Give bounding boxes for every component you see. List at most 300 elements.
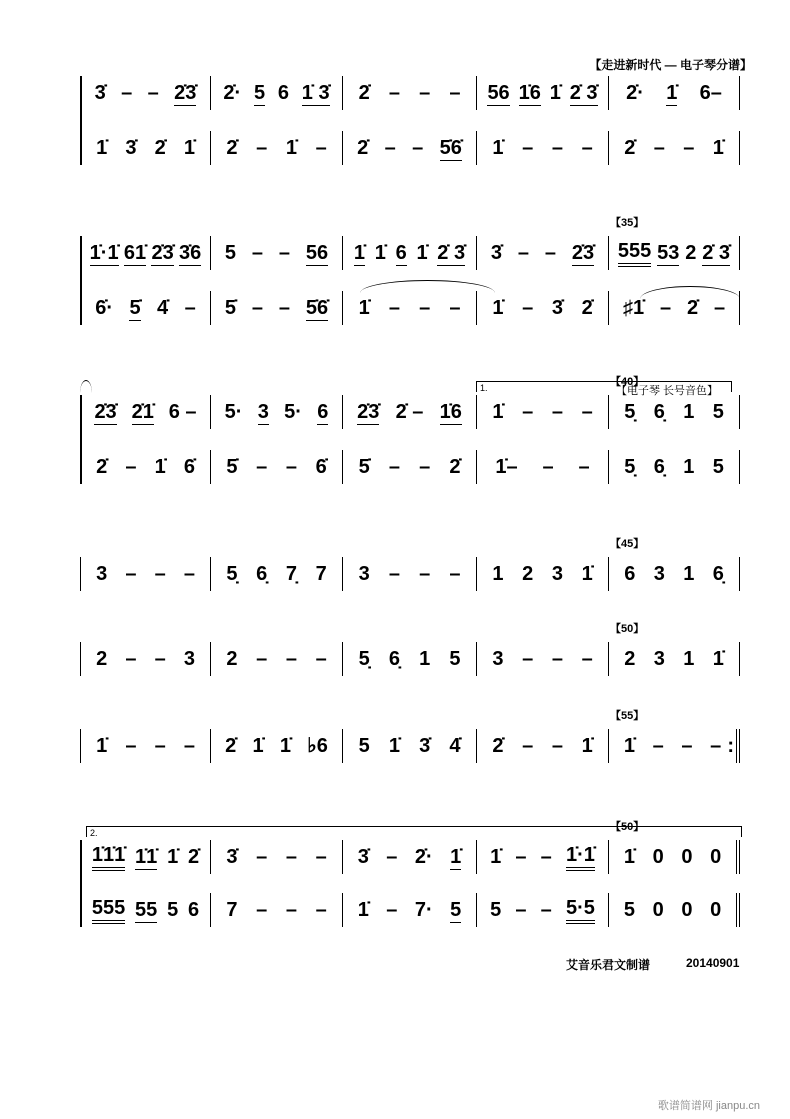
note: 2̇·: [223, 82, 242, 104]
note: –: [653, 137, 665, 159]
note: 2̇: [225, 735, 237, 757]
note: –: [315, 648, 327, 670]
note: 1̇: [581, 735, 593, 757]
volta-number: 1.: [480, 383, 488, 393]
note: 1: [683, 563, 695, 585]
note: 5: [450, 898, 462, 921]
rehearsal-mark: 【35】: [610, 217, 645, 229]
note: 5: [449, 648, 461, 670]
note: –: [515, 899, 527, 921]
measure: [342, 840, 476, 874]
measure: [476, 450, 608, 484]
note: 5·: [224, 401, 243, 423]
note: –: [285, 846, 297, 868]
note: –: [125, 735, 137, 757]
measure: [608, 729, 740, 763]
measure: [476, 131, 608, 165]
note: 0: [681, 899, 693, 921]
note: –: [578, 456, 590, 478]
note: 2̇3̇: [357, 400, 380, 423]
measure: [210, 642, 342, 676]
measure: [80, 291, 210, 325]
note: 3: [551, 563, 563, 585]
note: 2̇·: [626, 82, 644, 104]
note: –: [125, 563, 137, 585]
note: –: [515, 846, 527, 868]
note: 5: [623, 899, 635, 921]
measure: [342, 893, 476, 927]
measure: [210, 840, 342, 874]
rehearsal-mark: 【40】: [610, 376, 645, 388]
note: 1̇: [252, 735, 264, 757]
note: –: [256, 899, 268, 921]
author-credit: 艾音乐君文制谱: [566, 958, 651, 972]
note: 1̇: [490, 846, 502, 868]
note: 1̇: [358, 297, 370, 319]
note: –: [285, 648, 297, 670]
note: –: [449, 82, 461, 104]
note: –: [386, 846, 398, 868]
note: 2̇: [624, 137, 636, 159]
slur: [360, 280, 495, 293]
note: 1̇ 3̇: [301, 81, 330, 104]
note: 2̇3̇: [94, 400, 117, 423]
staff-row: [80, 236, 740, 270]
note: 6: [317, 400, 329, 423]
note: ♯1̇: [622, 297, 645, 319]
note: 1̇–: [495, 456, 518, 478]
note: 2̇·: [414, 846, 433, 868]
note: 6̣: [653, 456, 665, 478]
note: –: [449, 563, 461, 585]
measure: [476, 395, 608, 429]
note: –: [683, 137, 695, 159]
note: –: [154, 735, 166, 757]
note: 1: [683, 456, 695, 478]
staff-row: [80, 642, 740, 676]
note: –: [419, 456, 431, 478]
note: –: [581, 401, 593, 423]
note: 3: [96, 563, 108, 585]
note: –: [551, 401, 563, 423]
note: 2̇: [581, 297, 593, 319]
note: 2̇: [492, 735, 504, 757]
note: –: [251, 242, 264, 264]
note: 7̣: [285, 563, 297, 585]
note: 6̣: [388, 648, 400, 670]
system-bracket: [80, 840, 82, 927]
note: 5̇: [224, 297, 237, 319]
note: 3̇: [125, 137, 137, 159]
note: –: [183, 735, 195, 757]
note: 2̇ 3̇: [569, 81, 598, 104]
note: 1̇: [353, 241, 365, 264]
note: –: [551, 735, 563, 757]
measure: [476, 729, 608, 763]
measure: [210, 76, 342, 110]
note: –: [121, 82, 133, 104]
note: 5·5: [566, 896, 595, 924]
note: 1̇: [96, 137, 108, 159]
note: 3: [358, 563, 370, 585]
note: 5̣: [624, 401, 636, 423]
measure: [476, 236, 608, 270]
measure: [608, 642, 740, 676]
measure: [476, 76, 608, 110]
note: 0: [710, 899, 722, 921]
measure: [342, 557, 476, 591]
note: –: [419, 563, 431, 585]
measure: [342, 642, 476, 676]
measure: [210, 236, 342, 270]
note: 2: [624, 648, 636, 670]
note: –: [125, 456, 137, 478]
staff-row: [80, 395, 740, 429]
watermark: 歌谱简谱网 jianpu.cn: [657, 1100, 760, 1112]
note: 1: [683, 648, 695, 670]
measure: [210, 557, 342, 591]
note: –: [388, 297, 400, 319]
note: 3: [653, 563, 665, 585]
note: 3̇: [357, 846, 369, 868]
note: 0: [652, 846, 664, 868]
measure: [342, 76, 476, 110]
note: 2̇: [449, 456, 461, 478]
note: –: [256, 648, 268, 670]
note: 3̇: [226, 846, 238, 868]
measure: [210, 893, 342, 927]
note: –: [681, 735, 693, 757]
note: 6 –: [168, 401, 197, 423]
note: –: [278, 297, 290, 319]
note: 1̇·1̇: [566, 843, 595, 871]
note: 4̇: [157, 297, 169, 319]
note: 2: [226, 648, 238, 670]
measure: [80, 395, 210, 429]
note: 7: [226, 899, 238, 921]
note: 5: [712, 401, 724, 423]
note: –: [419, 82, 431, 104]
note: –: [388, 563, 400, 585]
measure: [608, 395, 740, 429]
note: 56: [305, 241, 329, 264]
note: –: [315, 899, 327, 921]
note: –: [184, 297, 196, 319]
staff-row: [80, 557, 740, 591]
note: 1̇·1̇: [89, 241, 119, 264]
note: –: [659, 297, 672, 319]
note: ♭6: [307, 735, 328, 757]
note: 6̣: [256, 563, 268, 585]
note: 5: [490, 899, 502, 921]
note: 6̇: [183, 456, 195, 478]
note: –: [652, 735, 664, 757]
note: –: [542, 456, 554, 478]
note: 1̇: [388, 735, 400, 757]
note: 5̇: [358, 456, 370, 478]
note: –: [256, 456, 268, 478]
note: 0: [710, 846, 722, 868]
note: 56: [487, 81, 510, 104]
note: 3̇: [94, 82, 106, 104]
note: 3: [653, 648, 665, 670]
measure: [80, 557, 210, 591]
note: –: [256, 846, 268, 868]
rehearsal-mark: 【50】: [610, 821, 645, 833]
measure: [608, 893, 740, 927]
measure: [476, 642, 608, 676]
measure: [342, 291, 476, 325]
measure: [80, 76, 210, 110]
rehearsal-mark: 【50】: [610, 623, 645, 635]
note: 1̇: [712, 648, 724, 670]
note: 5: [253, 81, 266, 104]
note: 1̇: [154, 456, 166, 478]
note: –: [419, 297, 431, 319]
note: 1̇1̇1̇: [92, 843, 125, 871]
note: –: [251, 297, 264, 319]
staff-row: [80, 131, 740, 165]
note: 2̇: [154, 137, 166, 159]
note: 1̇: [183, 137, 195, 159]
note: 2̇3̇: [174, 81, 197, 104]
staff-row: [80, 450, 740, 484]
note: –: [710, 735, 722, 757]
system-bracket: [80, 236, 82, 325]
note: 2̇3̇: [571, 241, 595, 264]
note: 2̇ –: [395, 401, 424, 423]
note: 5: [167, 899, 179, 921]
note: 5̇: [226, 456, 238, 478]
note: 5̣: [624, 456, 636, 478]
note: 5̣: [358, 648, 370, 670]
note: 1̇: [492, 297, 504, 319]
staff-row: [80, 893, 740, 927]
note: 2: [96, 648, 108, 670]
note: 5̇: [129, 296, 141, 319]
measure: [608, 557, 740, 591]
note: –: [540, 899, 552, 921]
note: 6̣: [653, 401, 665, 423]
slur: [640, 286, 740, 299]
note: 2̇: [686, 297, 699, 319]
note: 5̣: [226, 563, 238, 585]
note: –: [183, 563, 195, 585]
measure: [210, 729, 342, 763]
note: 3̇: [551, 297, 563, 319]
note: 1̇: [285, 137, 297, 159]
system-bracket: [80, 76, 82, 165]
note: 3̇: [490, 242, 503, 264]
note: 1̇: [492, 137, 504, 159]
score-title: 【走进新时代 — 电子琴分谱】: [589, 58, 752, 72]
note: 1̇: [279, 735, 292, 757]
note: –: [125, 648, 137, 670]
measure: [476, 840, 608, 874]
note: 55: [135, 898, 158, 921]
note: 1̇: [712, 137, 724, 159]
note: 2̇: [187, 846, 200, 868]
note: 1̇: [96, 735, 108, 757]
score-date: 20140901: [686, 956, 740, 970]
measure: [342, 729, 476, 763]
note: 1̇: [357, 899, 369, 921]
note: 53: [657, 241, 680, 264]
measure: [476, 291, 608, 325]
note: –: [154, 563, 166, 585]
measure: [80, 840, 210, 874]
note: –: [522, 401, 534, 423]
measure: [608, 131, 740, 165]
note: 6̣: [712, 563, 724, 585]
measure: [210, 131, 342, 165]
note: 2̇ 3̇: [437, 241, 466, 264]
rehearsal-mark: 【55】: [610, 710, 645, 722]
note: 0: [681, 846, 693, 868]
volta-number: 2.: [90, 828, 98, 838]
note: 1̇: [416, 242, 428, 264]
note: 3: [257, 400, 269, 423]
volta-bracket: [86, 826, 742, 837]
note: 1̇6: [439, 400, 462, 423]
note: 6̇: [315, 456, 327, 478]
note: –: [713, 297, 726, 319]
note: –: [154, 648, 166, 670]
note: 2̇1̇: [131, 400, 154, 423]
note: –: [544, 242, 556, 264]
note: –: [315, 137, 327, 159]
measure: [80, 131, 210, 165]
note: 2̇: [357, 137, 369, 159]
note: 1: [492, 563, 504, 585]
measure: [80, 236, 210, 270]
measure: [476, 893, 608, 927]
measure: [342, 395, 476, 429]
note: –: [285, 456, 297, 478]
note: 5: [224, 242, 237, 264]
note: 0: [652, 899, 664, 921]
staff-row: [80, 76, 740, 110]
note: 5̇6̇: [305, 296, 329, 319]
note: –: [256, 137, 268, 159]
note: 5: [712, 456, 724, 478]
note: 2̇: [96, 456, 108, 478]
measure: [476, 557, 608, 591]
note: 6: [395, 241, 407, 264]
note: –: [147, 82, 159, 104]
measure: [80, 729, 210, 763]
note: 6: [187, 899, 200, 921]
note: 7: [315, 563, 327, 585]
note: 2: [685, 242, 697, 264]
note: 1̇6: [518, 81, 541, 104]
note: 3: [492, 648, 504, 670]
instrument-note: 【电子琴 长号音色】: [616, 385, 719, 397]
note: 3̇6: [179, 241, 202, 264]
slur: [80, 380, 92, 393]
note: –: [285, 899, 297, 921]
measure: [80, 893, 210, 927]
note: –: [551, 137, 563, 159]
note: 3: [183, 648, 195, 670]
note: –: [388, 82, 400, 104]
note: 1̇: [167, 846, 179, 868]
note: 6̇·: [95, 297, 114, 319]
note: 61̇: [123, 241, 147, 264]
measure: [608, 76, 740, 110]
measure: [342, 131, 476, 165]
note: 4̇: [449, 735, 461, 757]
system-bracket: [80, 395, 82, 484]
note: 6: [277, 82, 289, 104]
note: –: [522, 297, 534, 319]
measure: [80, 642, 210, 676]
measure: [342, 450, 476, 484]
note: 1̇: [623, 846, 635, 868]
note: 1̇: [374, 242, 386, 264]
measure: [210, 450, 342, 484]
note: 1: [683, 401, 695, 423]
note: –: [581, 137, 593, 159]
measure: [608, 236, 740, 270]
note: –: [551, 648, 563, 670]
note: –: [386, 899, 398, 921]
note: 1̇1̇: [135, 845, 158, 868]
note: 1̇: [450, 845, 462, 868]
note: –: [581, 648, 593, 670]
note: 7·: [414, 899, 433, 921]
note: 2̇: [226, 137, 238, 159]
note: 1̇: [623, 735, 635, 757]
note: –: [522, 137, 534, 159]
note: 555: [92, 896, 125, 924]
note: –: [384, 137, 396, 159]
note: 1̇: [492, 401, 504, 423]
note: –: [540, 846, 552, 868]
note: 5̇6̇: [439, 136, 462, 159]
note: –: [522, 648, 534, 670]
note: –: [315, 846, 327, 868]
note: 3̇: [419, 735, 431, 757]
staff-row: [80, 729, 740, 763]
note: 6–: [699, 82, 722, 104]
repeat-sign: :: [727, 734, 734, 757]
staff-row: [80, 840, 740, 874]
note: 5·: [284, 401, 302, 423]
note: –: [388, 456, 400, 478]
note: –: [412, 137, 424, 159]
measure: [210, 291, 342, 325]
measure: [608, 840, 740, 874]
note: –: [517, 242, 530, 264]
note: 1: [419, 648, 431, 670]
rehearsal-mark: 【45】: [610, 538, 645, 550]
note: 5: [358, 735, 370, 757]
note: 1̇: [581, 563, 593, 585]
note: 2̇: [358, 82, 370, 104]
note: –: [449, 297, 461, 319]
note: 1̇: [666, 81, 678, 104]
note: –: [278, 242, 290, 264]
note: 1̇: [549, 82, 561, 104]
measure: [342, 236, 476, 270]
note: 555: [618, 239, 651, 267]
note: 6: [624, 563, 636, 585]
note: 2̇ 3̇: [702, 241, 731, 264]
measure: [210, 395, 342, 429]
measure: [608, 450, 740, 484]
note: 2̇3̇: [151, 241, 174, 264]
